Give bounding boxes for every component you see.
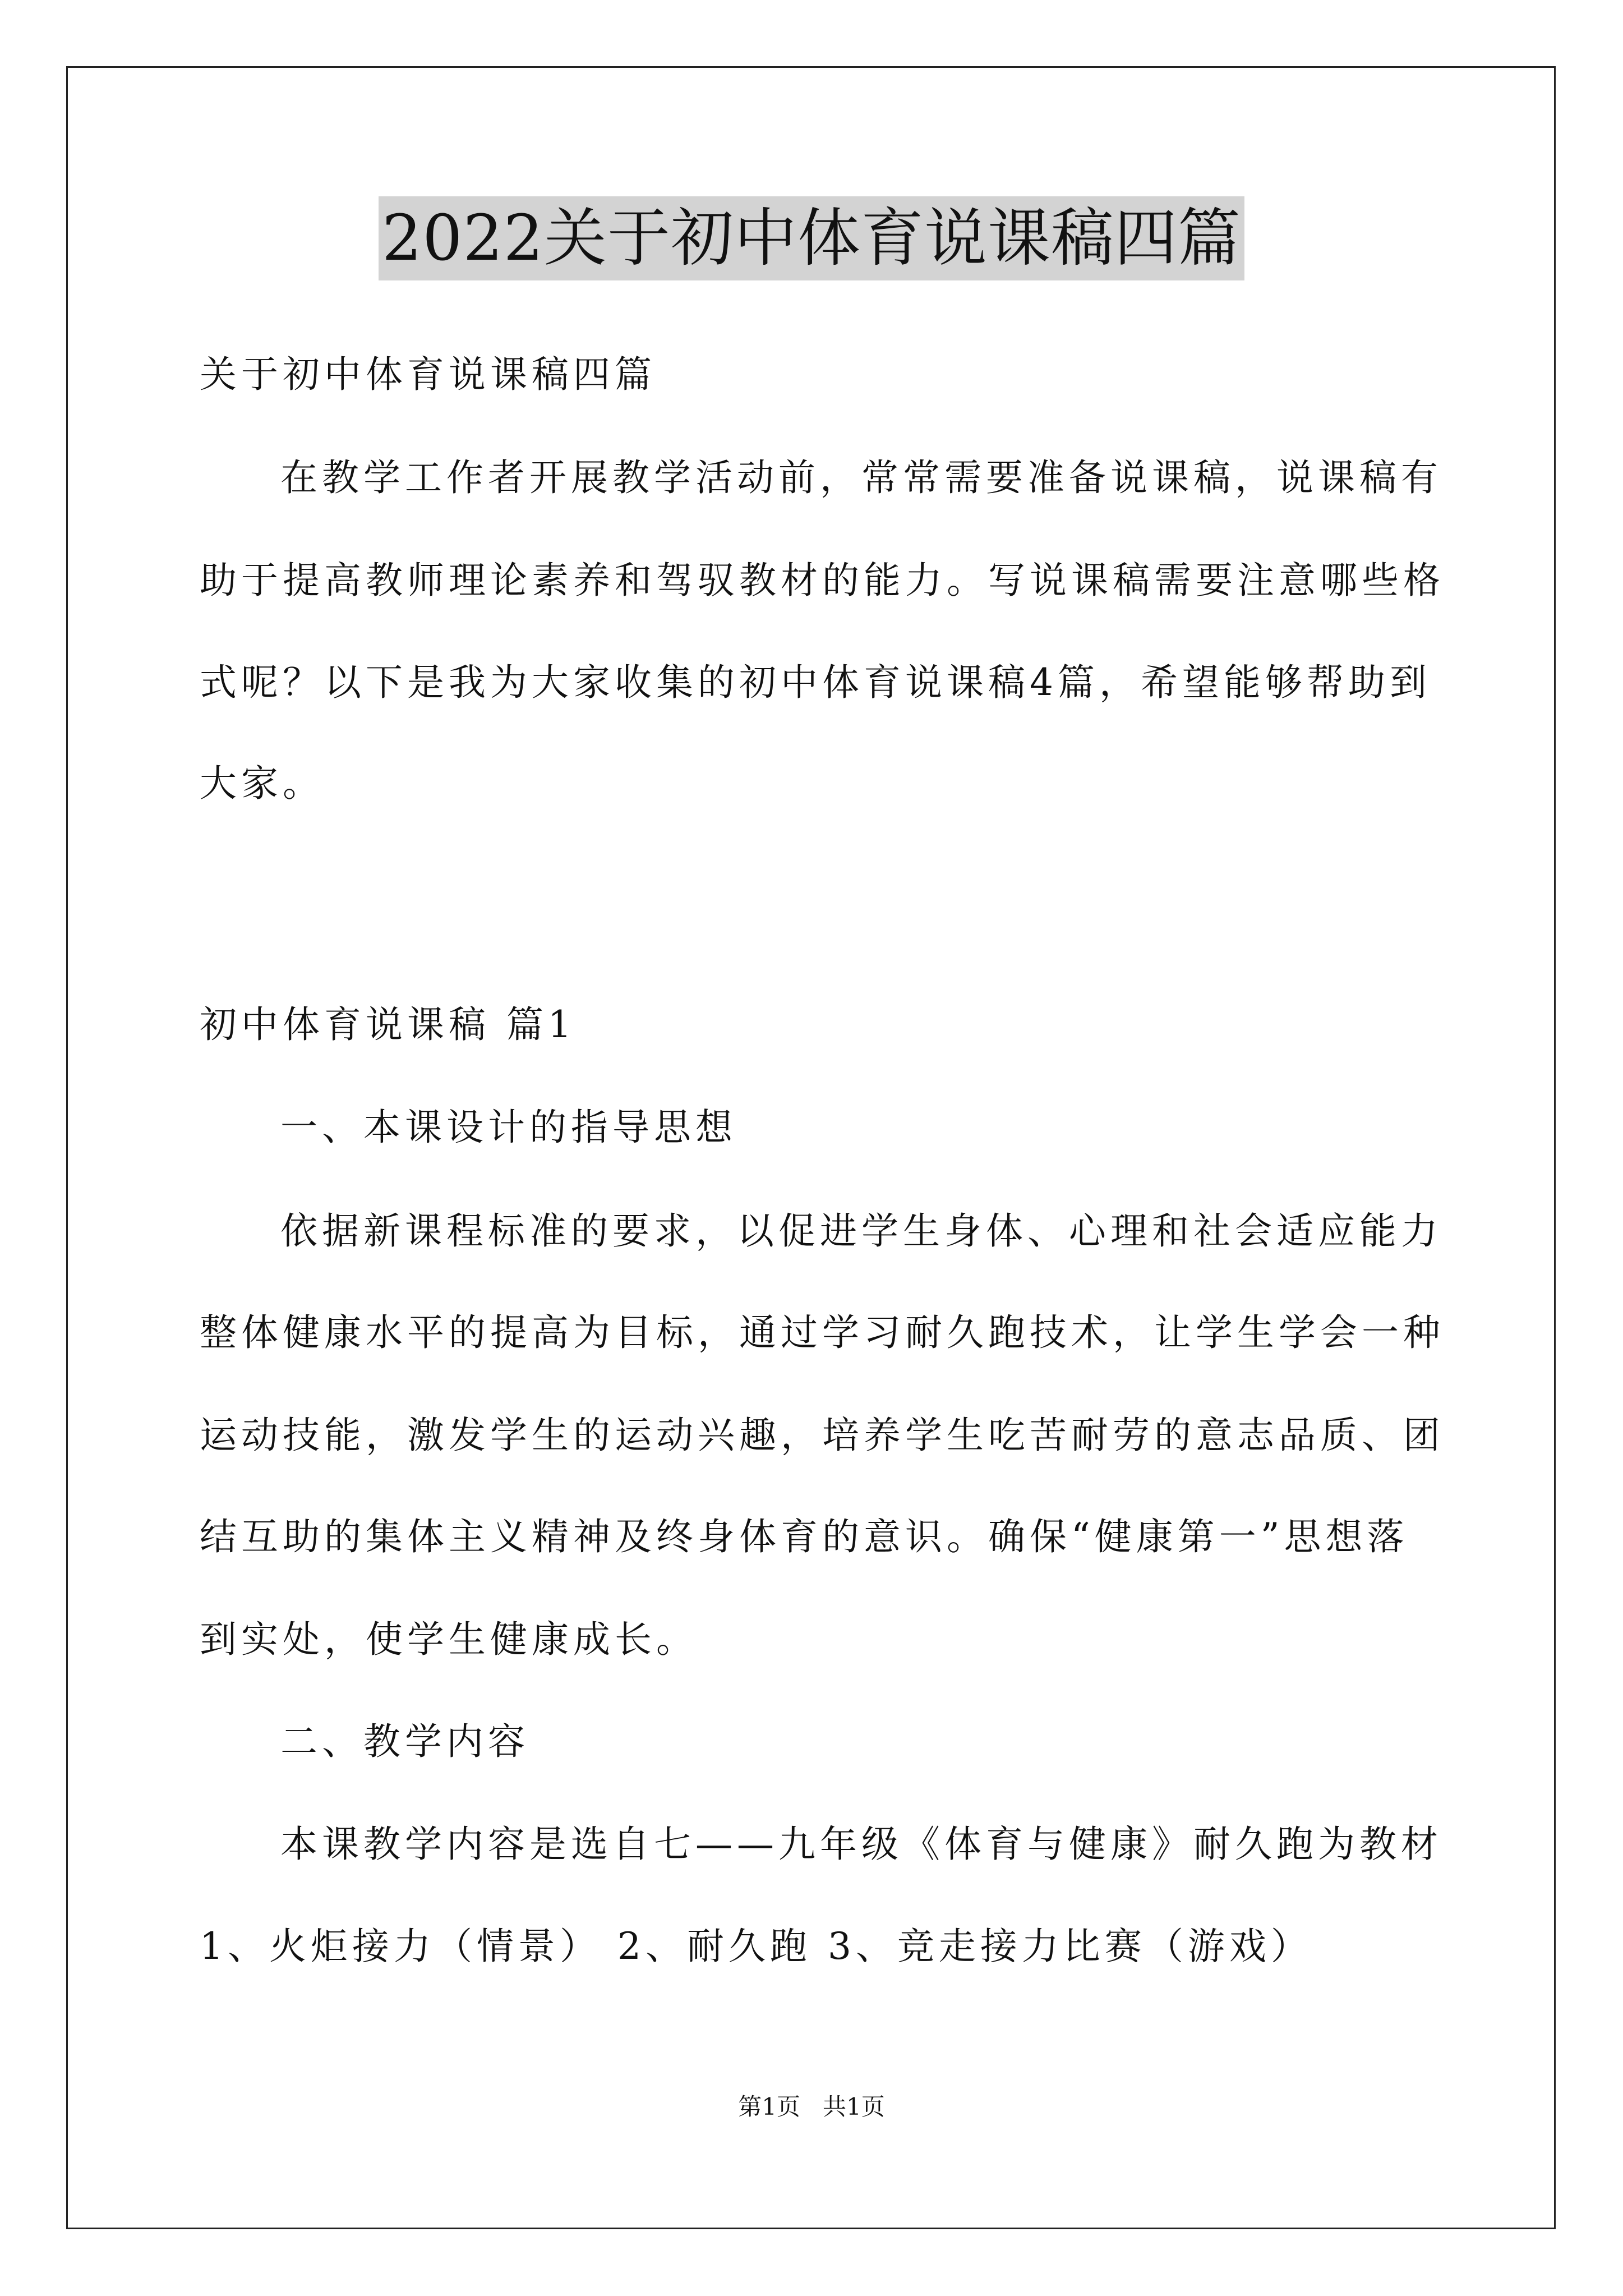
body-line: 整体健康水平的提高为目标，通过学习耐久跑技术，让学生学会一种 <box>200 1311 1445 1354</box>
body-line: 本课教学内容是选自七——九年级《体育与健康》耐久跑为教材 <box>280 1823 1442 1866</box>
body-line: 运动技能，激发学生的运动兴趣，培养学生吃苦耐劳的意志品质、团 <box>200 1414 1445 1457</box>
body-line: 依据新课程标准的要求，以促进学生身体、心理和社会适应能力 <box>280 1209 1442 1253</box>
body-line: 结互助的集体主义精神及终身体育的意识。确保“健康第一”思想落 <box>200 1515 1409 1558</box>
subtitle: 关于初中体育说课稿四篇 <box>200 353 656 396</box>
body-line: 到实处，使学生健康成长。 <box>200 1618 698 1661</box>
title-block <box>0 196 1623 280</box>
document-title: 2022关于初中体育说课稿四篇 <box>379 196 1244 280</box>
intro-line: 式呢？以下是我为大家收集的初中体育说课稿4篇，希望能够帮助到 <box>200 661 1431 704</box>
part1-heading: 一、本课设计的指导思想 <box>280 1106 737 1149</box>
section-heading: 初中体育说课稿 篇1 <box>200 1003 576 1046</box>
part2-heading: 二、教学内容 <box>280 1720 529 1763</box>
intro-line: 助于提高教师理论素养和驾驭教材的能力。写说课稿需要注意哪些格 <box>200 559 1445 602</box>
intro-line: 大家。 <box>200 762 324 805</box>
page-footer: 第1页 共1页 <box>738 2093 885 2120</box>
intro-line: 在教学工作者开展教学活动前，常常需要准备说课稿，说课稿有 <box>280 456 1442 499</box>
body-line: 1、火炬接力（情景） 2、耐久跑 3、竞走接力比赛（游戏） <box>200 1925 1312 1968</box>
